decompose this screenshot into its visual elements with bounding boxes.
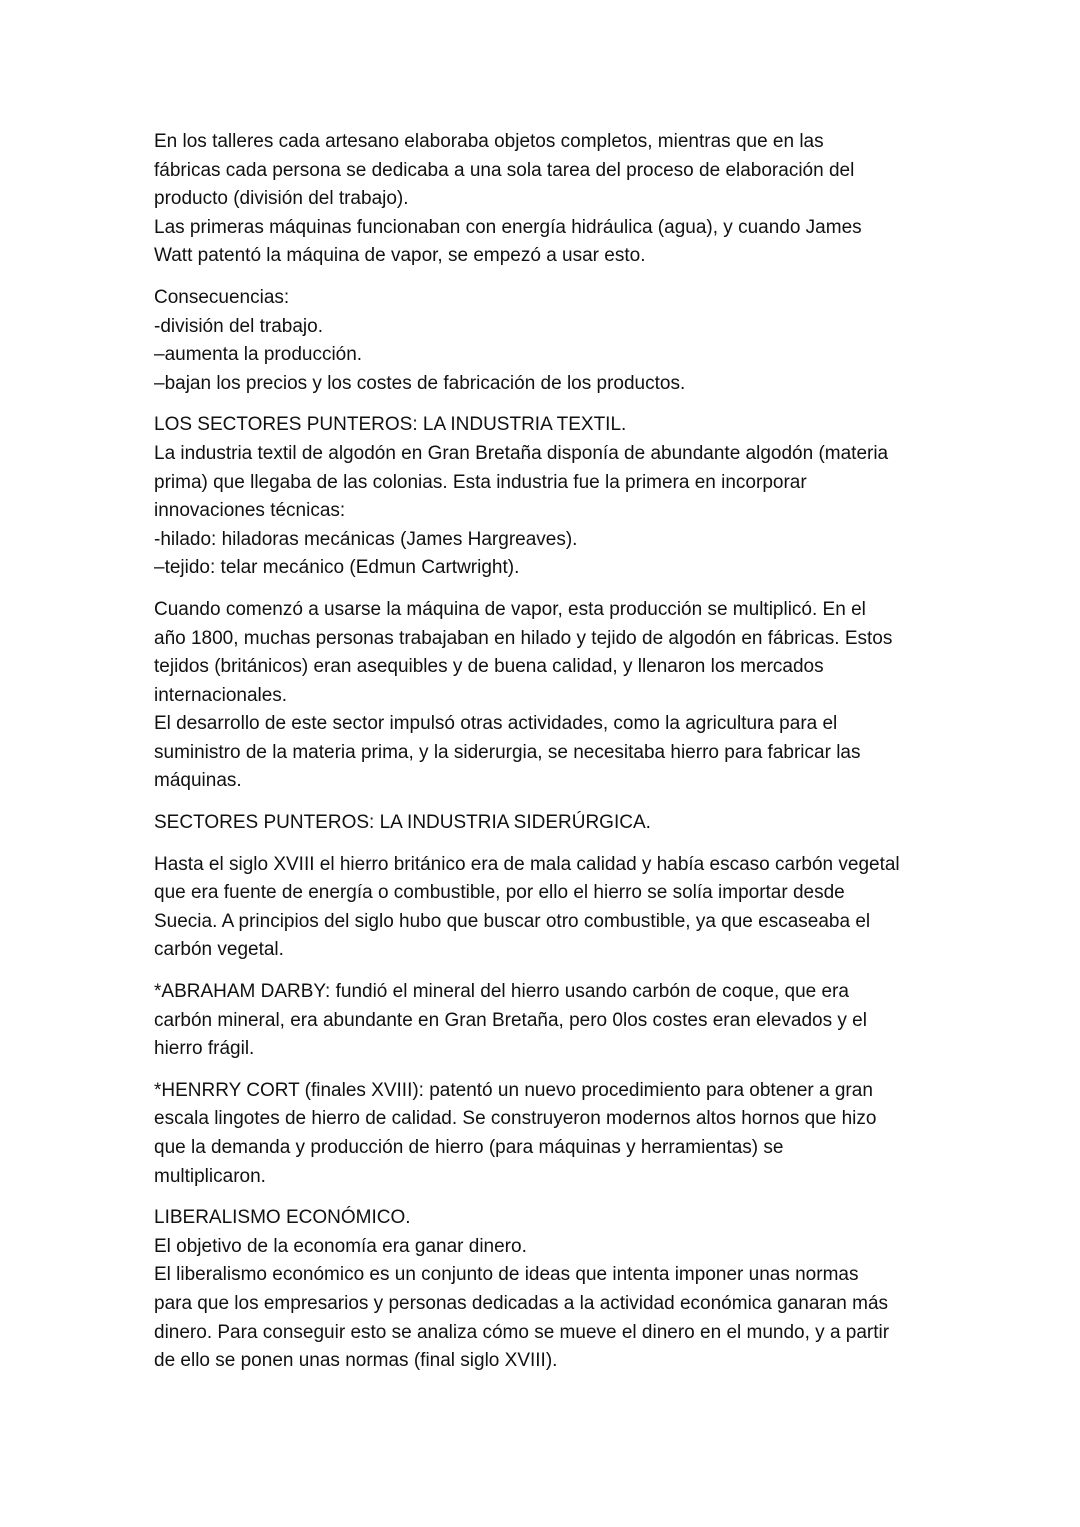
text-line: dinero. Para conseguir esto se analiza cómo se mueve el dinero en el mundo, y a partir [154, 1321, 890, 1343]
paragraph-steam-production [154, 596, 944, 796]
text-line: hierro frágil. [154, 1038, 255, 1060]
text-line: carbón vegetal. [154, 939, 284, 961]
text-line: tejidos (británicos) eran asequibles y de buena calidad, y llenaron los mercados [154, 656, 824, 678]
text-line: año 1800, muchas personas trabajaban en hilado y tejido de algodón en fábricas. Estos [154, 627, 893, 649]
section-heading: LOS SECTORES PUNTEROS: LA INDUSTRIA TEXTIL. [154, 414, 627, 436]
list-item: -hilado: hiladoras mecánicas (James Hargreaves). [154, 528, 578, 550]
text-line: Las primeras máquinas funcionaban con energía hidráulica (agua), y cuando James [154, 216, 862, 238]
paragraph-workshops-vs-factories [154, 128, 944, 271]
text-line: *HENRRY CORT (finales XVIII): patentó un nuevo procedimiento para obtener a gran [154, 1079, 873, 1101]
text-line: para que los empresarios y personas dedicadas a la actividad económica ganaran más [154, 1292, 889, 1314]
text-line: fábricas cada persona se dedicaba a una sola tarea del proceso de elaboración del [154, 159, 855, 181]
text-line: que era fuente de energía o combustible, por ello el hierro se solía importar desde [154, 882, 845, 904]
text-line: Hasta el siglo XVIII el hierro británico era de mala calidad y había escaso carbón vegetal [154, 853, 900, 875]
text-line: Cuando comenzó a usarse la máquina de vapor, esta producción se multiplicó. En el [154, 598, 866, 620]
text-line: de ello se ponen unas normas (final siglo XVIII). [154, 1350, 558, 1372]
text-line: carbón mineral, era abundante en Gran Bretaña, pero 0los costes eran elevados y el [154, 1009, 867, 1031]
list-item: –tejido: telar mecánico (Edmun Cartwright). [154, 557, 520, 579]
list-consequences [154, 284, 944, 398]
section-textile-industry [154, 411, 944, 583]
text-line: innovaciones técnicas: [154, 500, 346, 522]
paragraph-british-iron [154, 851, 944, 965]
text-line: máquinas. [154, 770, 242, 792]
paragraph-henrry-cort [154, 1077, 944, 1191]
text-line: prima) que llegaba de las colonias. Esta industria fue la primera en incorporar [154, 471, 807, 493]
section-heading: SECTORES PUNTEROS: LA INDUSTRIA SIDERÚRGICA. [154, 812, 651, 834]
list-heading: Consecuencias: [154, 286, 290, 308]
text-line: Suecia. A principios del siglo hubo que buscar otro combustible, ya que escaseaba el [154, 910, 871, 932]
list-item: -división del trabajo. [154, 315, 323, 337]
text-line: El liberalismo económico es un conjunto de ideas que intenta imponer unas normas [154, 1264, 859, 1286]
text-line: producto (división del trabajo). [154, 188, 409, 210]
text-line: En los talleres cada artesano elaboraba objetos completos, mientras que en las [154, 131, 824, 152]
text-line: escala lingotes de hierro de calidad. Se construyeron modernos altos hornos que hizo [154, 1108, 877, 1130]
section-heading: LIBERALISMO ECONÓMICO. [154, 1207, 411, 1229]
paragraph-abraham-darby [154, 978, 944, 1064]
text-line: que la demanda y producción de hierro (para máquinas y herramientas) se [154, 1137, 784, 1158]
document-page [154, 128, 944, 1389]
text-line: Watt patentó la máquina de vapor, se empezó a usar esto. [154, 245, 646, 267]
text-line: La industria textil de algodón en Gran Bretaña disponía de abundante algodón (materia [154, 442, 889, 464]
text-line: El objetivo de la economía era ganar dinero. [154, 1235, 527, 1257]
section-steel-industry-heading [154, 809, 944, 838]
list-item: –aumenta la producción. [154, 344, 363, 366]
text-line: internacionales. [154, 684, 288, 706]
text-line: multiplicaron. [154, 1165, 266, 1187]
text-line: El desarrollo de este sector impulsó otras actividades, como la agricultura para el [154, 713, 838, 735]
text-line: suministro de la materia prima, y la siderurgia, se necesitaba hierro para fabricar las [154, 741, 861, 763]
list-item: –bajan los precios y los costes de fabricación de los productos. [154, 372, 686, 394]
text-line: *ABRAHAM DARBY: fundió el mineral del hierro usando carbón de coque, que era [154, 981, 849, 1003]
section-economic-liberalism [154, 1204, 944, 1376]
